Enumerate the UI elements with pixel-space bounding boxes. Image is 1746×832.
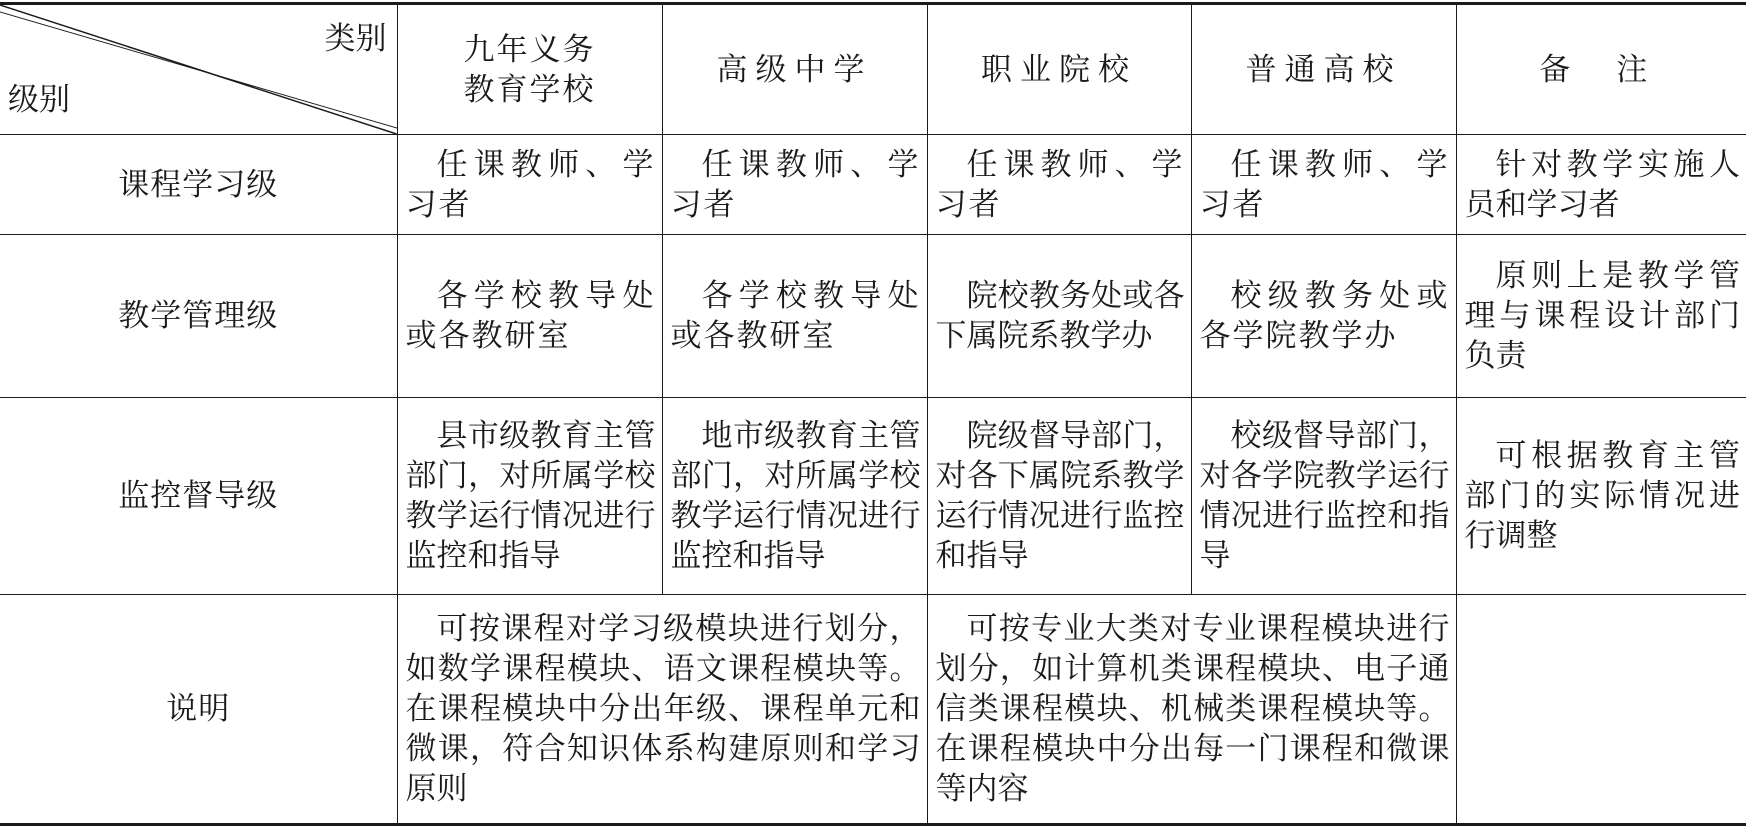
- header-vocational: 职业院校: [927, 4, 1191, 135]
- table-cell: 原则上是教学管理与课程设计部门负责: [1456, 235, 1746, 398]
- table-cell: 地市级教育主管部门，对所属学校教学运行情况进行监控和指导: [662, 398, 927, 595]
- table-row: [0, 135, 1746, 235]
- table-cell-merged: 可按专业大类对专业课程模块进行划分，如计算机类课程模块、电子通信类课程模块、机械类课程模块等。在课程模块中分出每一门课程和微课等内容: [927, 595, 1456, 825]
- header-remarks: 备注: [1456, 4, 1746, 135]
- table-row: [0, 235, 1746, 398]
- corner-label-category: 类别: [324, 21, 387, 57]
- header-university: 普通高校: [1191, 4, 1456, 135]
- table-cell: 任课教师、学习者: [927, 135, 1191, 235]
- row-label: 说明: [0, 595, 397, 825]
- table-cell-empty: [1456, 595, 1746, 825]
- header-compulsory-school-line2: 教育学校: [463, 71, 596, 108]
- table-cell: 各学校教导处或各教研室: [662, 235, 927, 398]
- table-cell-merged: 可按课程对学习级模块进行划分，如数学课程模块、语文课程模块等。在课程模块中分出年级、课程单元和微课，符合知识体系构建原则和学习原则: [397, 595, 927, 825]
- table-cell: 校级教务处或各学院教学办: [1191, 235, 1456, 398]
- table-cell: 县市级教育主管部门，对所属学校教学运行情况进行监控和指导: [397, 398, 662, 595]
- header-row: [0, 4, 1746, 135]
- corner-cell: [0, 4, 397, 135]
- table-cell: 院级督导部门，对各下属院系教学运行情况进行监控和指导: [927, 398, 1191, 595]
- table-cell: 院校教务处或各下属院系教学办: [927, 235, 1191, 398]
- table-cell: 校级督导部门，对各学院教学运行情况进行监控和指导: [1191, 398, 1456, 595]
- header-senior-high: 高级中学: [662, 4, 927, 135]
- table-cell: 可根据教育主管部门的实际情况进行调整: [1456, 398, 1746, 595]
- header-compulsory-school: [397, 4, 662, 135]
- table-cell: 各学校教导处或各教研室: [397, 235, 662, 398]
- row-label: 监控督导级: [0, 398, 397, 595]
- table-cell: 任课教师、学习者: [662, 135, 927, 235]
- row-label: 教学管理级: [0, 235, 397, 398]
- table-cell: 任课教师、学习者: [397, 135, 662, 235]
- course-module-level-table: [0, 2, 1746, 826]
- table-row: [0, 595, 1746, 825]
- table-cell: 针对教学实施人员和学习者: [1456, 135, 1746, 235]
- corner-label-level: 级别: [8, 82, 70, 118]
- header-compulsory-school-line1: 九年义务: [463, 31, 596, 68]
- row-label: 课程学习级: [0, 135, 397, 235]
- table-row: [0, 398, 1746, 595]
- table-cell: 任课教师、学习者: [1191, 135, 1456, 235]
